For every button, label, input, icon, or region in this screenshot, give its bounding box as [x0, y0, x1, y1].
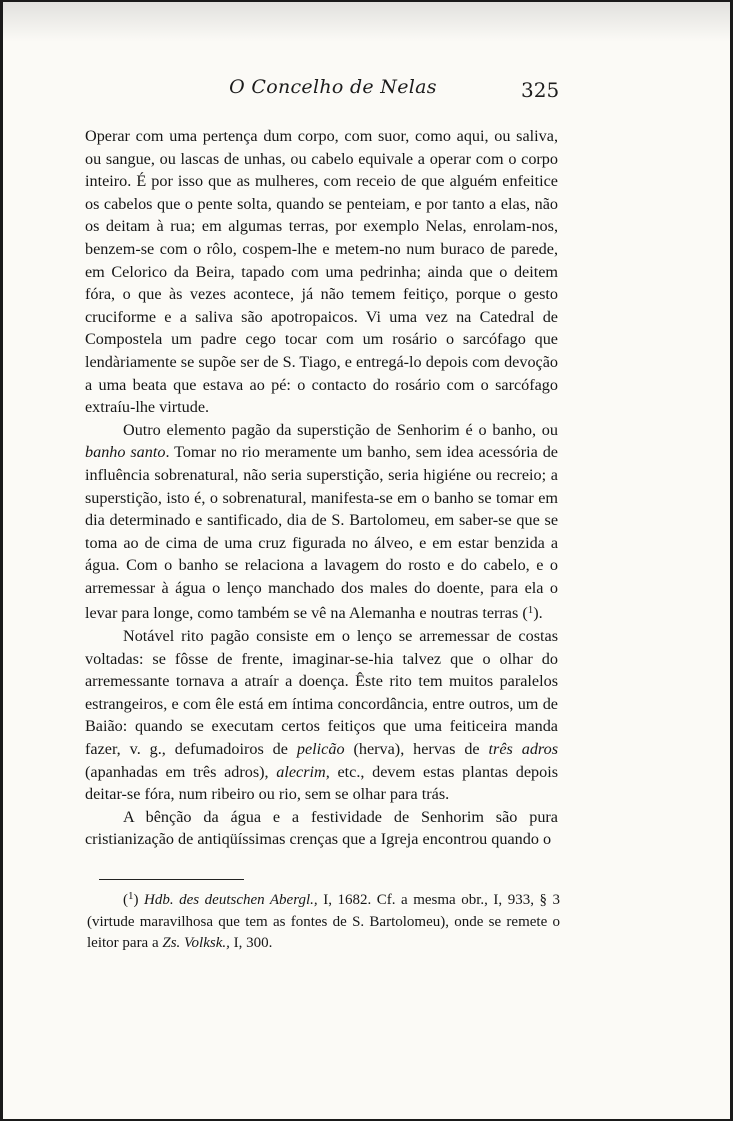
citation-title: Hdb. des deutschen Abergl., — [144, 892, 318, 908]
paragraph-text: . Tomar no rio meramente um banho, sem idea acessória de influência sobrenatural, não seria superstição, seria higiéne ou recreio; a superstição, isto é, o sobrenatural, manifesta-se em o banho se tomar em dia determinado e santificado, dia de S. Bartolomeu, em saber-se que se toma ao de cima de uma cruz figurada no álveo, e em estar benzida a água. Com o banho se relaciona a lavagem do rosto e do cabelo, e o arremessar à água o lenço manchado dos males do doente, para ela o levar para longe, como também se vê na Alemanha e noutras terras ( — [85, 443, 558, 623]
citation-title: Zs. Volksk., — [162, 935, 230, 952]
paragraph — [85, 419, 558, 625]
paragraph-text: (apanhadas em três adros), — [85, 762, 277, 781]
italic-term: pelicão — [296, 740, 345, 759]
paragraph-text: Operar com uma pertença dum corpo, com suor, como aqui, ou saliva, ou sangue, ou lascas de unhas, ou cabelo equivale a operar com o corpo inteiro. É por isso que as mulheres, com receio de que alguém enfeitice os cabelos que o pente solta, quando se penteiam, e por tanto a elas, não os deitam à rua; em algumas terras, por exemplo Nelas, enrolam-nos, benzem-se com o rôlo, cospem-lhe e metem-no num buraco de parede, em Celorico da Beira, tapado com uma pedrinha; ainda que o deitem fóra, o que às vezes acontece, já não temem feitiço, porque o gesto cruciforme e a saliva são apotropaicos. Vi uma vez na Catedral de Compostela um padre cego tocar com um rosário o sarcófago que lendàriamente se supõe ser de S. Tiago, e entregá-lo depois com devoção a uma beata que estava ao pé: o contacto do rosário com o sarcófago extraíu-lhe virtude. — [85, 127, 558, 417]
paragraph-text: ). — [533, 604, 543, 623]
italic-term: alecrim, — [276, 762, 330, 781]
book-page — [3, 2, 730, 1119]
footnote-divider — [99, 879, 244, 880]
page-header — [3, 76, 730, 106]
footnote-text: I, 300. — [229, 935, 273, 952]
footnote: ($^1$) Hdb. des deutschen Abergl., I, 1682. Cf. a mesma obr., I, 933, § 3 (virtude maravilhosa que tem as fontes de S. Bartolomeu), onde se remete o leitor para a Zs. Volksk., I, 300. — [87, 890, 560, 952]
paragraph — [85, 125, 558, 419]
paragraph-text: Outro elemento pagão da superstição de Senhorim é o banho, ou — [123, 420, 558, 439]
paragraph-text: Notável rito pagão consiste em o lenço se arremessar de costas voltadas: se fôsse de frente, imaginar-se-hia talvez que o olhar do arremessante tornava a atraír a doença. Êste rito tem muitos paralelos estrangeiros, e com êle está em íntima concordância, entre outros, um de Baião: quando se executam certos feitiços que uma feiticeira manda fazer, v. g., defumadoiros de — [85, 627, 558, 759]
italic-term: três adros — [488, 740, 559, 759]
paragraph — [85, 625, 558, 806]
body-text — [85, 125, 558, 851]
scan-shading — [3, 2, 730, 42]
paragraph — [85, 806, 558, 851]
italic-term: banho santo — [85, 443, 166, 462]
footnote-text: I, 1682. Cf. a mesma obr., I, 933, § 3 (virtude maravilhosa que tem as fontes de S. Bartolomeu), onde se remete o leitor para a — [87, 892, 560, 952]
footnote-mark: 1 — [128, 890, 134, 902]
running-title: O Concelho de Nelas — [229, 76, 437, 98]
paragraph-text: (herva), hervas de — [344, 740, 489, 759]
paragraph-text: A bênção da água e a festividade de Senhorim são pura cristianização de antiqüíssimas crenças que a Igreja encontrou quando o — [85, 807, 558, 849]
page-number: 325 — [521, 78, 560, 102]
paragraph-text: etc., devem estas plantas depois deitar-se fóra, num ribeiro ou rio, sem se olhar para trás. — [85, 762, 558, 804]
footnote-reference: 1 — [527, 604, 534, 617]
